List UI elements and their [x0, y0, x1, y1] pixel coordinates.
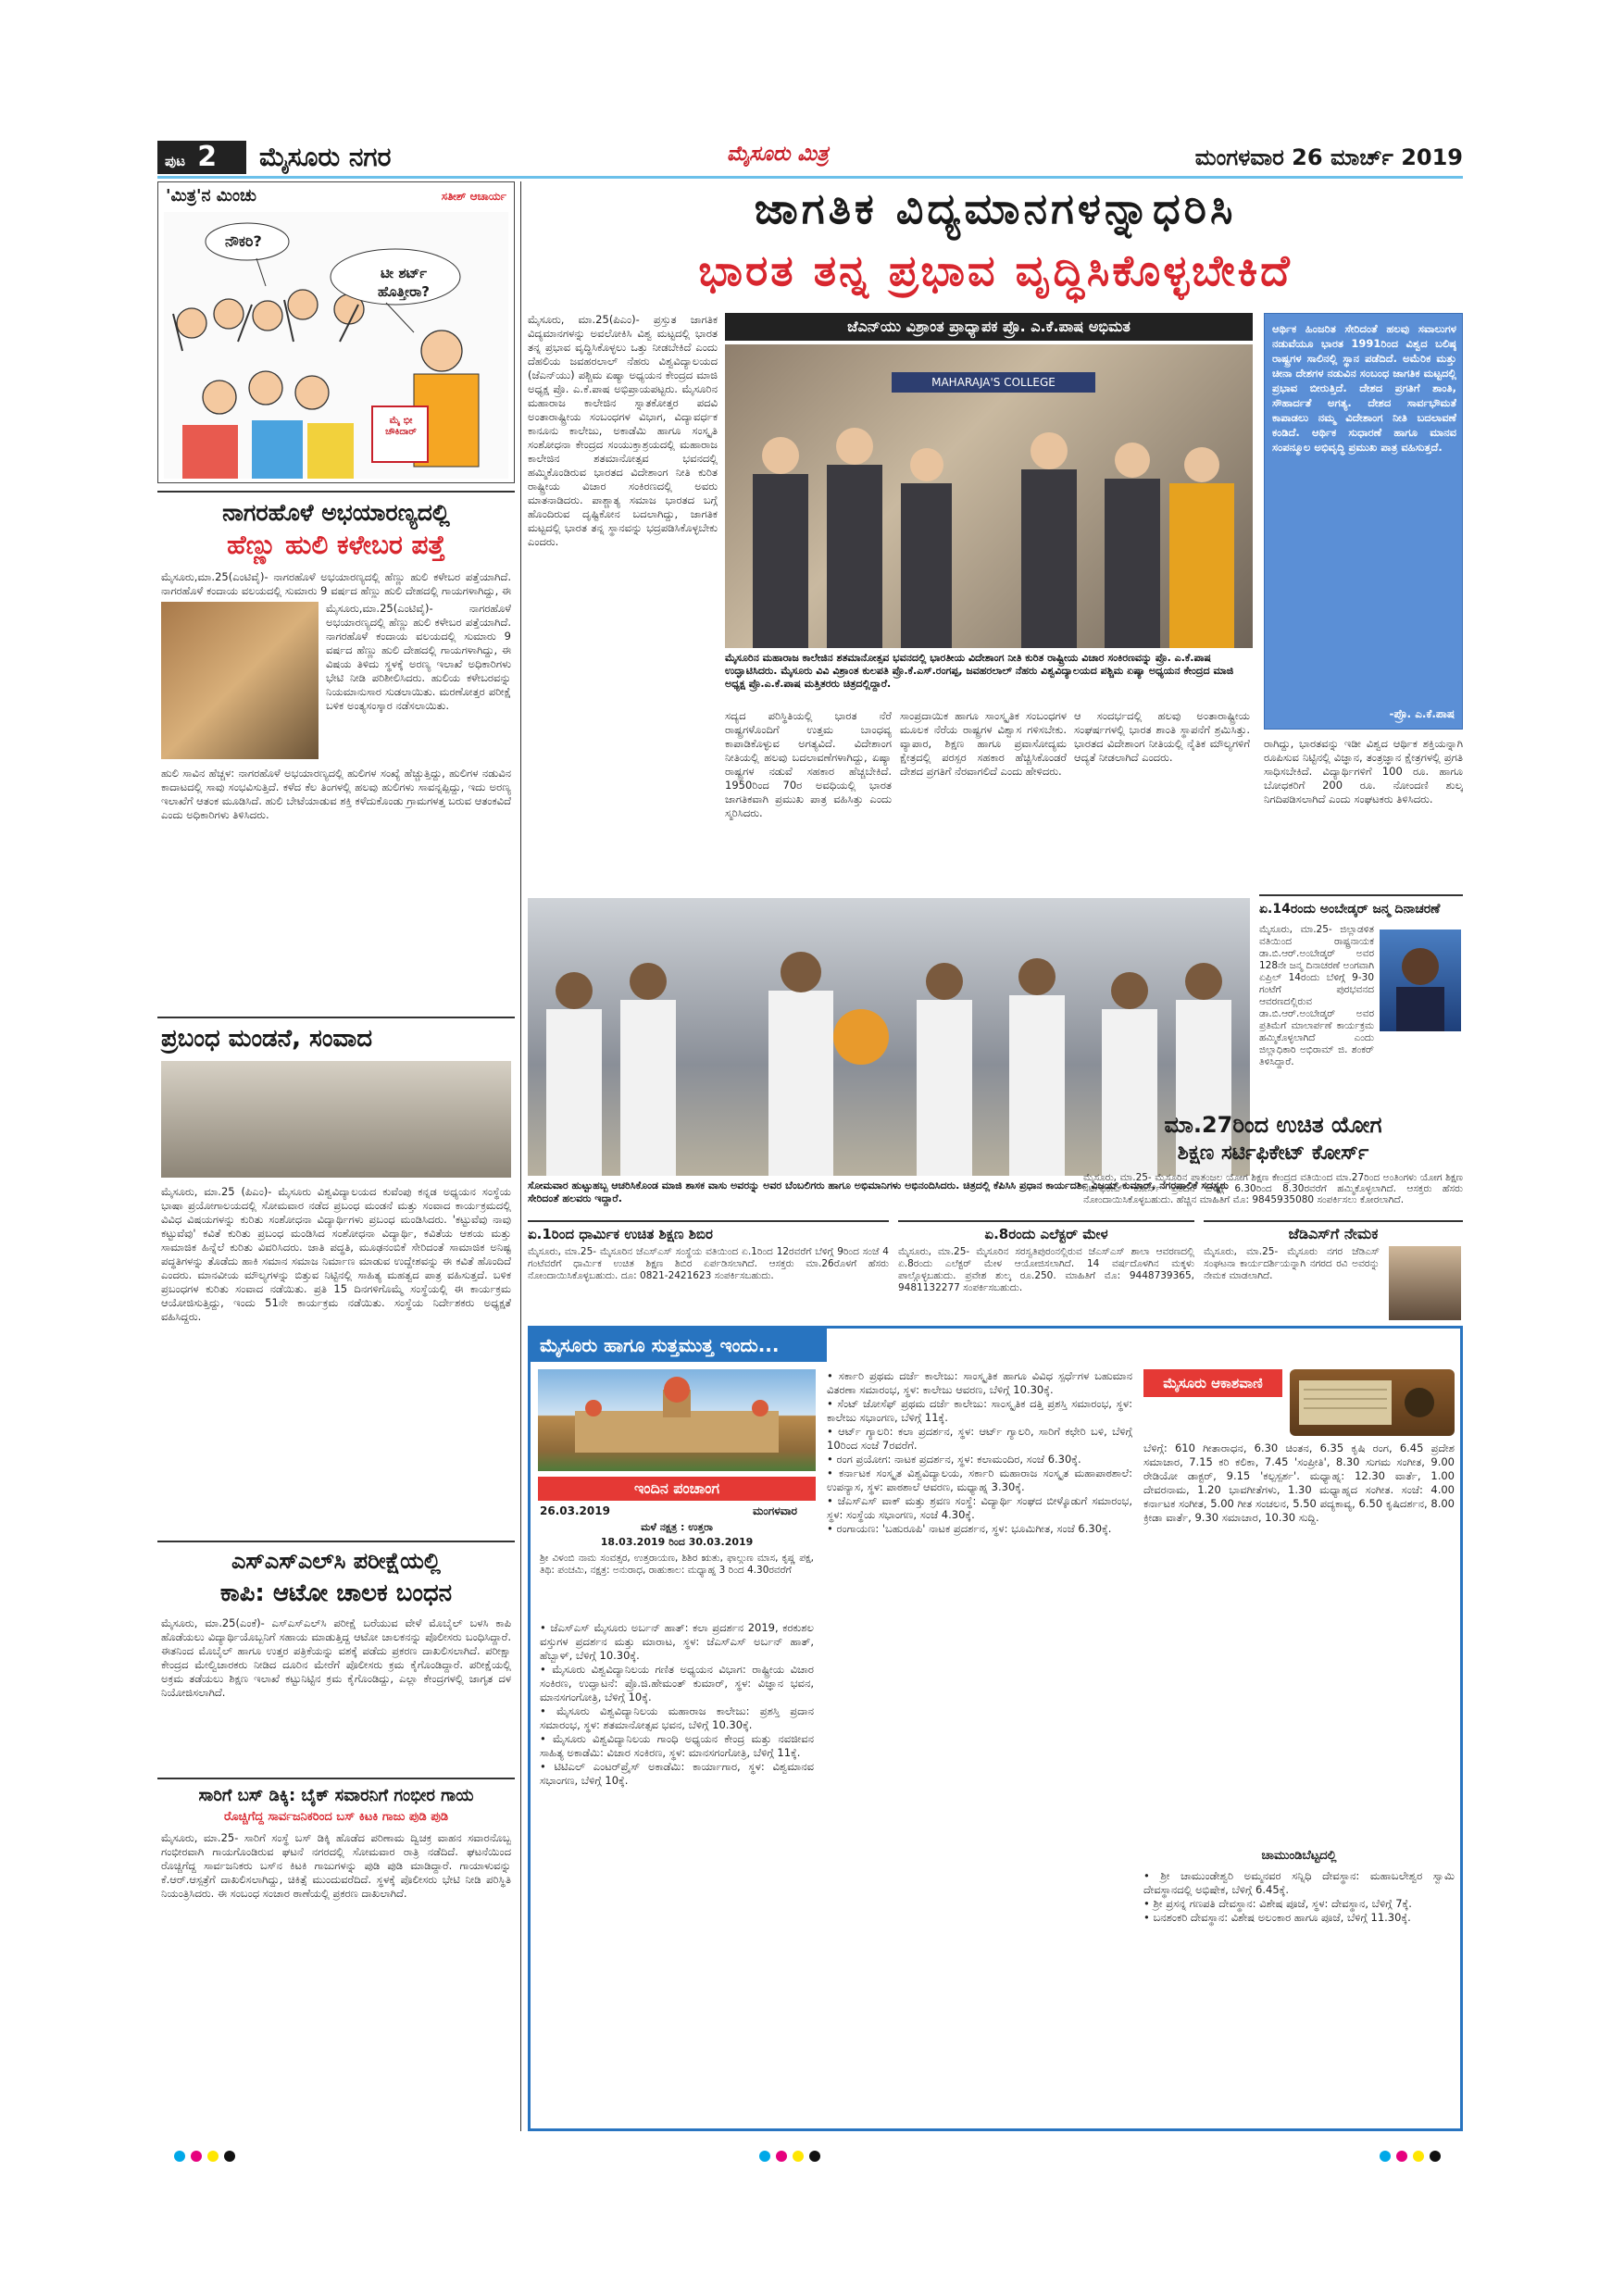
panchanga-day: ಮಂಗಳವಾರ: [753, 1504, 798, 1517]
palace-icon: [538, 1369, 816, 1471]
yoga-headline-2: ಶಿಕ್ಷಣ ಸರ್ಟಿಫಿಕೇಟ್ ಕೋರ್ಸ್: [1177, 1142, 1369, 1165]
mela-headline: ಏ.8ರಂದು ಎಲೆಕ್ಟರ್ ಮೇಳ: [984, 1226, 1108, 1242]
temple-body: • ಶ್ರೀ ಚಾಮುಂಡೇಶ್ವರಿ ಅಮ್ಮನವರ ಸನ್ನಿಧಿ ದೇವಸ್ಥಾನ: ಮಹಾಬಲೇಶ್ವರ ಸ್ವಾಮಿ ದೇವಸ್ಥಾನದಲ್ಲಿ ಅಭಿಷೇಕ, ಬೆಳಿಗ್ಗೆ 6.45ಕ್ಕೆ. • ಶ್ರೀ ಪ್ರಸನ್ನ ಗಣಪತಿ ದೇವಸ್ಥಾನ: ವಿಶೇಷ ಪೂಜೆ, ಸ್ಥಳ: ದೇವಸ್ಥಾನ, ಬೆಳಿಗ್ಗೆ 7ಕ್ಕೆ. • ಬನಶಂಕರಿ ದೇವಸ್ಥಾನ: ವಿಶೇಷ ಅಲಂಕಾರ ಹಾಗೂ ಪೂಜೆ, ಬೆಳಿಗ್ಗೆ 11.30ಕ್ಕೆ.: [1143, 1869, 1455, 1924]
cartoon-panel: [157, 181, 515, 483]
cyan-dot: [759, 2151, 770, 2162]
ambedkar-headline: ಏ.14ರಂದು ಅಂಬೇಡ್ಕರ್ ಜನ್ಮ ದಿನಾಚರಣೆ: [1259, 902, 1441, 917]
magenta-dot: [191, 2151, 202, 2162]
prabandha-headline: ಪ್ರಬಂಧ ಮಂಡನೆ, ಸಂವಾದ: [161, 1025, 372, 1053]
magenta-dot: [776, 2151, 787, 2162]
tiger-body-2: ಹುಲಿ ಸಾವಿನ ಹೆಚ್ಚಳ: ನಾಗರಹೊಳೆ ಅಭಯಾರಣ್ಯದಲ್ಲಿ ಹುಲಿಗಳ ಸಂಖ್ಯೆ ಹೆಚ್ಚುತ್ತಿದ್ದು, ಹುಲಿಗಳ ನಡುವಿನ ಕಾದಾಟದಲ್ಲಿ ಸಾವು ಸಂಭವಿಸುತ್ತಿದೆ. ಕಳೆದ ಕೆಲ ತಿಂಗಳಲ್ಲಿ ಹಲವು ಹುಲಿಗಳು ಸಾವನ್ನಪ್ಪಿದ್ದು, ಇದು ಅರಣ್ಯ ಇಲಾಖೆಗೆ ಆತಂಕ ಮೂಡಿಸಿದೆ. ಹುಲಿ ಬೇಟೆಯಾಡುವ ಶಕ್ತಿ ಕಳೆದುಕೊಂಡು ಗ್ರಾಮಗಳತ್ತ ಬರುವ ಆತಂಕವಿದೆ ಎಂದು ಅಧಿಕಾರಿಗಳು ತಿಳಿಸಿದರು.: [161, 767, 511, 821]
yellow-dot: [1413, 2151, 1424, 2162]
lead-kicker: ಜೆಎನ್‌ಯು ವಿಶ್ರಾಂತ ಪ್ರಾಧ್ಯಾಪಕ ಪ್ರೊ. ಎ.ಕೆ.ಪಾಷ ಅಭಿಮತ: [725, 313, 1253, 341]
bus-body: ಮೈಸೂರು, ಮಾ.25- ಸಾರಿಗೆ ಸಂಸ್ಥೆ ಬಸ್ ಡಿಕ್ಕಿ ಹೊಡೆದ ಪರಿಣಾಮ ದ್ವಿಚಕ್ರ ವಾಹನ ಸವಾರನೊಬ್ಬ ಗಂಭೀರವಾಗಿ ಗಾಯಗೊಂಡಿರುವ ಘಟನೆ ನಗರದಲ್ಲಿ ಸೋಮವಾರ ರಾತ್ರಿ ನಡೆದಿದೆ. ಘಟನೆಯಿಂದ ರೊಚ್ಚಿಗೆದ್ದ ಸಾರ್ವಜನಿಕರು ಬಸ್‌ನ ಕಿಟಕಿ ಗಾಜುಗಳನ್ನು ಪುಡಿ ಪುಡಿ ಮಾಡಿದ್ದಾರೆ. ಗಾಯಾಳುವನ್ನು ಕೆ.ಆರ್.ಆಸ್ಪತ್ರೆಗೆ ದಾಖಲಿಸಲಾಗಿದ್ದು, ಚಿಕಿತ್ಸೆ ಮುಂದುವರೆದಿದೆ. ಸ್ಥಳಕ್ಕೆ ಪೊಲೀಸರು ಭೇಟಿ ನೀಡಿ ಪರಿಸ್ಥಿತಿ ನಿಯಂತ್ರಿಸಿದರು. ಈ ಸಂಬಂಧ ಸಂಚಾರ ಠಾಣೆಯಲ್ಲಿ ಪ್ರಕರಣ ದಾಖಲಾಗಿದೆ.: [161, 1831, 511, 1900]
page-label: ಪುಟ: [165, 153, 186, 169]
cartoon-title: 'ಮಿತ್ರ'ನ ಮಿಂಚು: [166, 186, 256, 206]
bus-section: [157, 1778, 515, 2129]
lead-headline-1: ಜಾಗತಿಕ ವಿದ್ಯಮಾನಗಳನ್ನಾಧರಿಸಿ: [754, 183, 1237, 233]
felicitation-caption: ಸೋಮವಾರ ಹುಟ್ಟುಹಬ್ಬ ಆಚರಿಸಿಕೊಂಡ ಮಾಜಿ ಶಾಸಕ ವಾಸು ಅವರನ್ನು ಅವರ ಬೆಂಬಲಿಗರು ಹಾಗೂ ಅಭಿಮಾನಿಗಳು ಅಭಿನಂದಿಸಿದರು. ಚಿತ್ರದಲ್ಲಿ ಕೆಪಿಸಿಸಿ ಪ್ರಧಾನ ಕಾರ್ಯದರ್ಶಿ ವಿಜಯ್ ಕುಮಾರ್, ನಗರಪಾಲಿಕೆ ಸದಸ್ಯರು ಸೇರಿದಂತೆ ಹಲವರು ಇದ್ದಾರೆ.: [528, 1179, 1229, 1204]
speech-bubble-tshirt: ಟೀ ಶರ್ಟ್ ಹೊತ್ತೀರಾ?: [377, 265, 431, 300]
panchanga-title: ಇಂದಿನ ಪಂಚಾಂಗ: [538, 1477, 816, 1501]
registration-marks-center: [759, 2148, 826, 2165]
black-dot: [1430, 2151, 1441, 2162]
magenta-dot: [1396, 2151, 1407, 2162]
mela-body: ಮೈಸೂರು, ಮಾ.25- ಮೈಸೂರಿನ ಸರಸ್ವತಿಪುರಂನಲ್ಲಿರುವ ಜೆಎಸ್‌ಎಸ್ ಶಾಲಾ ಆವರಣದಲ್ಲಿ ಏ.8ರಂದು ಎಲೆಕ್ಟರ್ ಮೇಳ ಆಯೋಜಿಸಲಾಗಿದೆ. 14 ವರ್ಷದೊಳಗಿನ ಮಕ್ಕಳು ಪಾಲ್ಗೊಳ್ಳಬಹುದು. ಪ್ರವೇಶ ಶುಲ್ಕ ರೂ.250. ಮಾಹಿತಿಗೆ ಮೊ: 9448739365, 9481132277 ಸಂಪರ್ಕಿಸಬಹುದು.: [898, 1246, 1194, 1293]
sslc-headline-2: ಕಾಪಿ: ಆಟೋ ಚಾಲಕ ಬಂಧನ: [219, 1579, 453, 1607]
lead-body-col2: ಸದ್ಯದ ಪರಿಸ್ಥಿತಿಯಲ್ಲಿ ಭಾರತ ನೆರೆ ರಾಷ್ಟ್ರಗಳೊಂದಿಗೆ ಉತ್ತಮ ಬಾಂಧವ್ಯ ಕಾಪಾಡಿಕೊಳ್ಳುವ ಅಗತ್ಯವಿದೆ. ವಿದೇಶಾಂಗ ನೀತಿಯಲ್ಲಿ ಹಲವು ಬದಲಾವಣೆಗಳಾಗಿದ್ದು, ಏಷ್ಯಾ ರಾಷ್ಟ್ರಗಳ ನಡುವೆ ಸಹಕಾರ ಹೆಚ್ಚಬೇಕಿದೆ. 1950ರಿಂದ 70ರ ಅವಧಿಯಲ್ಲಿ ಭಾರತ ಜಾಗತಿಕವಾಗಿ ಪ್ರಮುಖ ಪಾತ್ರ ವಹಿಸಿತ್ತು ಎಂದು ಸ್ಮರಿಸಿದರು.: [725, 709, 892, 819]
issue-date: ಮಂಗಳವಾರ 26 ಮಾರ್ಚ್ 2019: [1194, 144, 1463, 170]
today-banner: ಮೈಸೂರು ಹಾಗೂ ಸುತ್ತಮುತ್ತ ಇಂದು...: [531, 1329, 827, 1362]
bus-subhead: ರೊಚ್ಚಿಗೆದ್ದ ಸಾರ್ವಜನಿಕರಿಂದ ಬಸ್ ಕಿಟಕಿ ಗಾಜು ಪುಡಿ ಪುಡಿ: [223, 1810, 449, 1824]
tiger-photo: [161, 602, 319, 759]
yoga-body: ಮೈಸೂರು, ಮಾ.25- ಮೈಸೂರಿನ ಪಾತಂಜಲ ಯೋಗ ಶಿಕ್ಷಣ ಕೇಂದ್ರದ ವತಿಯಿಂದ ಮಾ.27ರಿಂದ ಅಂತಿಂಗಳು ಯೋಗ ಶಿಕ್ಷಣ ಸರ್ಟಿಫಿಕೇಟ್ ಕೋರ್ಸ್ ಪ್ರತಿದಿನ ಬೆಳಿಗ್ಗೆ 6.30ರಿಂದ 8.30ರವರೆಗೆ ಹಮ್ಮಿಕೊಳ್ಳಲಾಗಿದೆ. ಆಸಕ್ತರು ಹೆಸರು ನೋಂದಾಯಿಸಿಕೊಳ್ಳಬಹುದು. ಹೆಚ್ಚಿನ ಮಾಹಿತಿಗೆ ಮೊ: 9845935080 ಸಂಪರ್ಕಿಸಲು ಕೋರಲಾಗಿದೆ.: [1083, 1172, 1463, 1205]
yoga-headline-1: ಮಾ.27ರಿಂದ ಉಚಿತ ಯೋಗ: [1164, 1112, 1382, 1138]
tiger-body-1: ಮೈಸೂರು,ಮಾ.25(ಎಂಟಿವೈ)- ನಾಗರಹೊಳೆ ಅಭಯಾರಣ್ಯದಲ್ಲಿ ಹೆಣ್ಣು ಹುಲಿ ಕಳೇಬರ ಪತ್ತೆಯಾಗಿದೆ. ನಾಗರಹೊಳೆ ಕಂದಾಯ ವಲಯದಲ್ಲಿ ಸುಮಾರು 9 ವರ್ಷದ ಹೆಣ್ಣು ಹುಲಿ ದೇಹದಲ್ಲಿ ಗಾಯಗಳಾಗಿದ್ದು, ಈ: [161, 570, 511, 597]
speech-bubble-job: ನೌಕರಿ?: [225, 232, 262, 250]
lead-headline-2: ಭಾರತ ತನ್ನ ಪ್ರಭಾವ ವೃದ್ಧಿಸಿಕೊಳ್ಳಬೇಕಿದೆ: [698, 245, 1293, 295]
temple-title: ಚಾಮುಂಡಿಬೆಟ್ಟದಲ್ಲಿ: [1261, 1849, 1337, 1863]
yellow-dot: [793, 2151, 804, 2162]
tiger-headline-2: ಹೆಣ್ಣು ಹುಲಿ ಕಳೇಬರ ಪತ್ತೆ: [227, 530, 445, 560]
lead-body-col5: ರಾಗಿದ್ದು, ಭಾರತವನ್ನು ಇಡೀ ವಿಶ್ವದ ಆರ್ಥಿಕ ಶಕ್ತಿಯನ್ನಾಗಿ ರೂಪಿಸುವ ನಿಟ್ಟಿನಲ್ಲಿ ವಿಜ್ಞಾನ, ತಂತ್ರಜ್ಞಾನ ಕ್ಷೇತ್ರಗಳಲ್ಲಿ ಪ್ರಗತಿ ಸಾಧಿಸಬೇಕಿದೆ. ವಿದ್ಯಾರ್ಥಿಗಳಿಗೆ 100 ರೂ. ಹಾಗೂ ಬೋಧಕರಿಗೆ 200 ರೂ. ನೋಂದಣಿ ಶುಲ್ಕ ನಿಗದಿಪಡಿಸಲಾಗಿದೆ ಎಂದು ಸಂಘಟಕರು ತಿಳಿಸಿದರು.: [1264, 737, 1463, 805]
sslc-section: [157, 1541, 515, 1772]
radio-graphic: [1290, 1369, 1455, 1436]
page-number: 2: [197, 141, 218, 173]
section-title: ಮೈಸೂರು ನಗರ: [259, 142, 392, 172]
ambedkar-portrait: [1380, 930, 1461, 1031]
tiger-body-wrap: ಮೈಸೂರು,ಮಾ.25(ಎಂಟಿವೈ)- ನಾಗರಹೊಳೆ ಅಭಯಾರಣ್ಯದಲ್ಲಿ ಹೆಣ್ಣು ಹುಲಿ ಕಳೇಬರ ಪತ್ತೆಯಾಗಿದೆ. ನಾಗರಹೊಳೆ ಕಂದಾಯ ವಲಯದಲ್ಲಿ ಸುಮಾರು 9 ವರ್ಷದ ಹೆಣ್ಣು ಹುಲಿ ದೇಹದಲ್ಲಿ ಗಾಯಗಳಾಗಿದ್ದು, ಈ ವಿಷಯ ತಿಳಿದು ಸ್ಥಳಕ್ಕೆ ಅರಣ್ಯ ಇಲಾಖೆ ಅಧಿಕಾರಿಗಳು ಭೇಟಿ ನೀಡಿ ಪರಿಶೀಲಿಸಿದರು. ಹುಲಿಯ ಕಳೇಬರವನ್ನು ನಿಯಮಾನುಸಾರ ಸುಡಲಾಯಿತು. ಮರಣೋತ್ತರ ಪರೀಕ್ಷೆ ಬಳಿಕ ಅಂತ್ಯಸಂಸ್ಕಾರ ನಡೆಸಲಾಯಿತು.: [326, 602, 511, 712]
ambedkar-section: [1259, 894, 1463, 1107]
registration-marks-left: [174, 2148, 241, 2165]
lead-sidebox: [1264, 313, 1463, 730]
ambedkar-body: ಮೈಸೂರು, ಮಾ.25- ಜಿಲ್ಲಾಡಳಿತ ವತಿಯಿಂದ ರಾಷ್ಟ್ರನಾಯಕ ಡಾ.ಬಿ.ಆರ್.ಅಂಬೇಡ್ಕರ್ ಅವರ 128ನೇ ಜನ್ಮ ದಿನಾಚರಣೆ ಅಂಗವಾಗಿ ಏಪ್ರಿಲ್ 14ರಂದು ಬೆಳಿಗ್ಗೆ 9-30 ಗಂಟೆಗೆ ಪುರಭವನದ ಆವರಣದಲ್ಲಿರುವ ಡಾ.ಬಿ.ಆರ್.ಅಂಬೇಡ್ಕರ್ ಅವರ ಪ್ರತಿಮೆಗೆ ಮಾಲಾರ್ಪಣೆ ಕಾರ್ಯಕ್ರಮ ಹಮ್ಮಿಕೊಳ್ಳಲಾಗಿದೆ ಎಂದು ಜಿಲ್ಲಾಧಿಕಾರಿ ಅಭಿರಾಮ್ ಜಿ. ಶಂಕರ್ ತಿಳಿಸಿದ್ದಾರೆ.: [1259, 924, 1374, 1067]
people-silhouettes: [725, 418, 1253, 648]
prabandha-photo: [161, 1061, 511, 1178]
lead-body-col4: ಆ ಸಂದರ್ಭದಲ್ಲಿ ಹಲವು ಅಂತಾರಾಷ್ಟ್ರೀಯ ಸಂಘರ್ಷಗಳಲ್ಲಿ ಭಾರತ ಶಾಂತಿ ಸ್ಥಾಪನೆಗೆ ಶ್ರಮಿಸಿತ್ತು. ಭಾರತದ ವಿದೇಶಾಂಗ ನೀತಿಯಲ್ಲಿ ನೈತಿಕ ಮೌಲ್ಯಗಳಿಗೆ ಆದ್ಯತೆ ನೀಡಲಾಗಿದೆ ಎಂದರು.: [1074, 709, 1250, 764]
events-col1: • ಜೆಎಸ್‌ಎಸ್ ಮೈಸೂರು ಅರ್ಬನ್ ಹಾತ್: ಕಲಾ ಪ್ರದರ್ಶನ 2019, ಕರಕುಶಲ ವಸ್ತುಗಳ ಪ್ರದರ್ಶನ ಮತ್ತು ಮಾರಾಟ, ಸ್ಥಳ: ಜೆಎಸ್‌ಎಸ್ ಅರ್ಬನ್ ಹಾತ್, ಹೆಬ್ಬಾಳ್, ಬೆಳಿಗ್ಗೆ 10.30ಕ್ಕೆ. • ಮೈಸೂರು ವಿಶ್ವವಿದ್ಯಾನಿಲಯ ಗಣಿತ ಅಧ್ಯಯನ ವಿಭಾಗ: ರಾಷ್ಟ್ರೀಯ ವಿಚಾರ ಸಂಕಿರಣ, ಉದ್ಘಾಟನೆ: ಪ್ರೊ.ಜಿ.ಹೇಮಂತ್ ಕುಮಾರ್, ಸ್ಥಳ: ವಿಜ್ಞಾನ ಭವನ, ಮಾನಸಗಂಗೋತ್ರಿ, ಬೆಳಿಗ್ಗೆ 10ಕ್ಕೆ. • ಮೈಸೂರು ವಿಶ್ವವಿದ್ಯಾನಿಲಯ ಮಹಾರಾಜ ಕಾಲೇಜು: ಪ್ರಶಸ್ತಿ ಪ್ರದಾನ ಸಮಾರಂಭ, ಸ್ಥಳ: ಶತಮಾನೋತ್ಸವ ಭವನ, ಬೆಳಿಗ್ಗೆ 10.30ಕ್ಕೆ. • ಮೈಸೂರು ವಿಶ್ವವಿದ್ಯಾನಿಲಯ ಗಾಂಧಿ ಅಧ್ಯಯನ ಕೇಂದ್ರ ಮತ್ತು ನವಜೀವನ ಸಾಹಿತ್ಯ ಅಕಾಡೆಮಿ: ವಿಚಾರ ಸಂಕಿರಣ, ಸ್ಥಳ: ಮಾನಸಗಂಗೋತ್ರಿ, ಬೆಳಿಗ್ಗೆ 11ಕ್ಕೆ. • ಟಿಟಿಎಲ್ ಎಂಟರ್‌ಪ್ರೈಸ್ ಅಕಾಡೆಮಿ: ಕಾರ್ಯಾಗಾರ, ಸ್ಥಳ: ವಿಶ್ವಮಾನವ ಸಭಾಂಗಣ, ಬೆಳಿಗ್ಗೆ 10ಕ್ಕೆ.: [540, 1621, 814, 1787]
dharmika-body: ಮೈಸೂರು, ಮಾ.25- ಮೈಸೂರಿನ ಜೆಎಸ್‌ಎಸ್ ಸಂಸ್ಥೆಯ ವತಿಯಿಂದ ಏ.1ರಿಂದ 12ರವರೆಗೆ ಬೆಳಿಗ್ಗೆ 9ರಿಂದ ಸಂಜೆ 4 ಗಂಟೆವರೆಗೆ ಧಾರ್ಮಿಕ ಉಚಿತ ಶಿಕ್ಷಣ ಶಿಬಿರ ಏರ್ಪಡಿಸಲಾಗಿದೆ. ಆಸಕ್ತರು ಮಾ.26ರೊಳಗೆ ಹೆಸರು ನೋಂದಾಯಿಸಿಕೊಳ್ಳಬಹುದು. ದೂ: 0821-2421623 ಸಂಪರ್ಕಿಸಬಹುದು.: [528, 1246, 889, 1281]
column-divider-left: [520, 181, 521, 2131]
black-dot: [809, 2151, 820, 2162]
masthead: [157, 141, 1463, 174]
panchanga-date: 26.03.2019: [540, 1504, 610, 1517]
sidebox-text: ಆರ್ಥಿಕ ಹಿಂಜರಿತ ಸೇರಿದಂತೆ ಹಲವು ಸವಾಲುಗಳ ನಡುವೆಯೂ ಭಾರತ 1991ರಿಂದ ವಿಶ್ವದ ಬಲಿಷ್ಠ ರಾಷ್ಟ್ರಗಳ ಸಾಲಿನಲ್ಲಿ ಸ್ಥಾನ ಪಡೆದಿದೆ. ಅಮೆರಿಕ ಮತ್ತು ಚೀನಾ ದೇಶಗಳ ನಡುವಿನ ಸಂಬಂಧ ಜಾಗತಿಕ ಮಟ್ಟದಲ್ಲಿ ಪ್ರಭಾವ ಬೀರುತ್ತಿದೆ. ದೇಶದ ಪ್ರಗತಿಗೆ ಶಾಂತಿ, ಸೌಹಾರ್ದತೆ ಅಗತ್ಯ. ದೇಶದ ಸಾರ್ವಭೌಮತೆ ಕಾಪಾಡಲು ನಮ್ಮ ವಿದೇಶಾಂಗ ನೀತಿ ಬದಲಾವಣೆ ಕಂಡಿದೆ. ಆರ್ಥಿಕ ಸುಧಾರಣೆ ಹಾಗೂ ಮಾನವ ಸಂಪನ್ಮೂಲ ಅಭಿವೃದ್ಧಿ ಪ್ರಮುಖ ಪಾತ್ರ ವಹಿಸುತ್ತದೆ.: [1272, 322, 1456, 454]
sidebox-credit: -ಪ್ರೊ. ಎ.ಕೆ.ಪಾಷ: [1389, 707, 1455, 720]
tiger-body-1-cont: [326, 602, 511, 759]
yellow-dot: [207, 2151, 219, 2162]
radio-body: ಬೆಳಿಗ್ಗೆ: 610 ಗೀತಾರಾಧನ, 6.30 ಚಿಂತನ, 6.35 ಕೃಷಿ ರಂಗ, 6.45 ಪ್ರದೇಶ ಸಮಾಚಾರ, 7.15 ಕರಿ ಕಲಿಕಾ, 7.45 'ಸಂಪ್ರೀತಿ', 8.30 ಸುಗಮ ಸಂಗೀತ, 9.00 ರೇಡಿಯೋ ಡಾಕ್ಟರ್, 9.15 'ಕಲ್ಪಸ್ಪರ್ಶ'. ಮಧ್ಯಾಹ್ನ: 12.30 ವಾರ್ತೆ, 1.00 ದೇವರನಾಮ, 1.20 ಭಾವಗೀತೆಗಳು, 1.30 ಮಧ್ಯಾಹ್ನದ ಸಂಗೀತ. ಸಂಜೆ: 4.00 ಕರ್ನಾಟಕ ಸಂಗೀತ, 5.00 ಗೀತ ಸಂಚಲನ, 5.50 ಪದ್ಯಕಾವ್ಯ, 6.50 ಕೃಷಿದರ್ಶನ, 8.00 ಕ್ರೀಡಾ ವಾರ್ತೆ, 9.30 ಸಮಾಚಾರ, 10.30 ಸುದ್ದಿ.: [1143, 1441, 1455, 1524]
dharmika-headline: ಏ.1ರಿಂದ ಧಾರ್ಮಿಕ ಉಚಿತ ಶಿಕ್ಷಣ ಶಿಬಿರ: [528, 1226, 713, 1242]
events-col2: • ಸರ್ಕಾರಿ ಪ್ರಥಮ ದರ್ಜೆ ಕಾಲೇಜು: ಸಾಂಸ್ಕೃತಿಕ ಹಾಗೂ ವಿವಿಧ ಸ್ಪರ್ಧೆಗಳ ಬಹುಮಾನ ವಿತರಣಾ ಸಮಾರಂಭ, ಸ್ಥಳ: ಕಾಲೇಜು ಆವರಣ, ಬೆಳಿಗ್ಗೆ 10.30ಕ್ಕೆ. • ಸೆಂಟ್ ಜೋಸೆಫ್ ಪ್ರಥಮ ದರ್ಜೆ ಕಾಲೇಜು: ಸಾಂಸ್ಕೃತಿಕ ದತ್ತಿ ಪ್ರಶಸ್ತಿ ಸಮಾರಂಭ, ಸ್ಥಳ: ಕಾಲೇಜು ಸಭಾಂಗಣ, ಬೆಳಿಗ್ಗೆ 11ಕ್ಕೆ. • ಆರ್ಟ್ ಗ್ಯಾಲರಿ: ಕಲಾ ಪ್ರದರ್ಶನ, ಸ್ಥಳ: ಆರ್ಟ್ ಗ್ಯಾಲರಿ, ಸಾರಿಗೆ ಕಛೇರಿ ಬಳಿ, ಬೆಳಿಗ್ಗೆ 10ರಿಂದ ಸಂಜೆ 7ರವರೆಗೆ. • ರಂಗ ಪ್ರಯೋಗ: ನಾಟಕ ಪ್ರದರ್ಶನ, ಸ್ಥಳ: ಕಲಾಮಂದಿರ, ಸಂಜೆ 6.30ಕ್ಕೆ. • ಕರ್ನಾಟಕ ಸಂಸ್ಕೃತ ವಿಶ್ವವಿದ್ಯಾಲಯ, ಸರ್ಕಾರಿ ಮಹಾರಾಜ ಸಂಸ್ಕೃತ ಮಹಾಪಾಠಶಾಲೆ: ಉಪನ್ಯಾಸ, ಸ್ಥಳ: ಪಾಠಶಾಲೆ ಆವರಣ, ಮಧ್ಯಾಹ್ನ 3.30ಕ್ಕೆ. • ಜೆಎಸ್‌ಎಸ್ ವಾಕ್ ಮತ್ತು ಶ್ರವಣ ಸಂಸ್ಥೆ: ವಿದ್ಯಾರ್ಥಿ ಸಂಘದ ಬೀಳ್ಕೊಡುಗೆ ಸಮಾರಂಭ, ಸ್ಥಳ: ಸಂಸ್ಥೆಯ ಸಭಾಂಗಣ, ಸಂಜೆ 4.30ಕ್ಕೆ. • ರಂಗಾಯಣ: 'ಬಹುರೂಪಿ' ನಾಟಕ ಪ್ರದರ್ಶನ, ಸ್ಥಳ: ಭೂಮಿಗೀತ, ಸಂಜೆ 6.30ಕ್ಕೆ.: [827, 1369, 1132, 1535]
mela-section: [898, 1220, 1194, 1309]
cyan-dot: [174, 2151, 185, 2162]
radio-icon: [1290, 1369, 1455, 1436]
prabandha-body: ಮೈಸೂರು, ಮಾ.25 (ಪಿಎಂ)- ಮೈಸೂರು ವಿಶ್ವವಿದ್ಯಾಲಯದ ಕುವೆಂಪು ಕನ್ನಡ ಅಧ್ಯಯನ ಸಂಸ್ಥೆಯ ಭಾಷಾ ಪ್ರಯೋಗಾಲಯದಲ್ಲಿ ಸೋಮವಾರ ನಡೆದ ಪ್ರಬಂಧ ಮಂಡನೆ ಮತ್ತು ಸಂವಾದ ಕಾರ್ಯಕ್ರಮದಲ್ಲಿ ವಿವಿಧ ವಿಷಯಗಳನ್ನು ಕುರಿತು ಸಂಶೋಧನಾ ವಿದ್ಯಾರ್ಥಿಗಳು ಪ್ರಬಂಧ ಮಂಡಿಸಿದರು. 'ಕಟ್ಟುವೆವು ನಾವು ಕಟ್ಟುವೆವು' ಕವಿತೆ ಕುರಿತು ಪ್ರಬಂಧ ಮಂಡಿಸಿದ ಸಂಶೋಧನಾ ವಿದ್ಯಾರ್ಥಿ, ಕವಿತೆಯ ಆಶಯ ಮತ್ತು ಸಾಮಾಜಿಕ ಹಿನ್ನೆಲೆ ಕುರಿತು ವಿವರಿಸಿದರು. ಜಾತಿ ಪದ್ಧತಿ, ಮೂಢನಂಬಿಕೆ ಸೇರಿದಂತೆ ಸಾಮಾಜಿಕ ಅನಿಷ್ಟ ಪದ್ಧತಿಗಳನ್ನು ತೊಡೆದು ಹಾಕಿ ಸಮಾನ ಸಮಾಜ ನಿರ್ಮಾಣ ಮಾಡುವ ಉದ್ದೇಶವನ್ನು ಈ ಕವಿತೆ ಹೊಂದಿದೆ ಎಂದರು. ಮಾನವೀಯ ಮೌಲ್ಯಗಳನ್ನು ಬಿತ್ತುವ ನಿಟ್ಟಿನಲ್ಲಿ ಸಾಹಿತ್ಯ ಮಹತ್ವದ ಪಾತ್ರ ವಹಿಸುತ್ತದೆ. ಬಳಿಕ ಪ್ರಬಂಧಗಳ ಕುರಿತು ಸಂವಾದ ನಡೆಯಿತು. ಪ್ರತಿ 15 ದಿನಗಳಿಗೊಮ್ಮೆ ಸಂಸ್ಥೆಯಲ್ಲಿ ಈ ಕಾರ್ಯಕ್ರಮ ಆಯೋಜಿಸುತ್ತಿದ್ದು, ಇಂದು 51ನೇ ಕಾರ್ಯಕ್ರಮ ನಡೆಯಿತು. ಸಂಸ್ಥೆಯ ನಿರ್ದೇಶಕರು ಅಧ್ಯಕ್ಷತೆ ವಹಿಸಿದ್ದರು.: [161, 1185, 511, 1323]
black-dot: [224, 2151, 235, 2162]
jds-body: ಮೈಸೂರು, ಮಾ.25- ಮೈಸೂರು ನಗರ ಜೆಡಿಎಸ್ ಸಂಘಟನಾ ಕಾರ್ಯದರ್ಶಿಯನ್ನಾಗಿ ನಗರದ ರವಿ ಅವರನ್ನು ನೇಮಕ ಮಾಡಲಾಗಿದೆ.: [1204, 1246, 1380, 1281]
today-box: [528, 1326, 1463, 2131]
panchanga-body: ಶ್ರೀ ವಿಳಂಬಿ ನಾಮ ಸಂವತ್ಸರ, ಉತ್ತರಾಯಣ, ಶಿಶಿರ ಋತು, ಫಾಲ್ಗುಣ ಮಾಸ, ಕೃಷ್ಣ ಪಕ್ಷ, ತಿಥಿ: ಪಂಚಮಿ, ನಕ್ಷತ್ರ: ಅನುರಾಧ, ರಾಹುಕಾಲ: ಮಧ್ಯಾಹ್ನ 3 ರಿಂದ 4.30ರವರೆಗೆ: [540, 1553, 814, 1576]
registration-marks-right: [1380, 2148, 1446, 2165]
jds-portrait: [1389, 1246, 1461, 1320]
jds-section: [1204, 1220, 1463, 1322]
sslc-body: ಮೈಸೂರು, ಮಾ.25(ಎಂಕೆ)- ಎಸ್‌ಎಸ್‌ಎಲ್‌ಸಿ ಪರೀಕ್ಷೆ ಬರೆಯುವ ವೇಳೆ ಮೊಬೈಲ್ ಬಳಸಿ ಕಾಪಿ ಹೊಡೆಯಲು ವಿದ್ಯಾರ್ಥಿಯೊಬ್ಬನಿಗೆ ಸಹಾಯ ಮಾಡುತ್ತಿದ್ದ ಆಟೋ ಚಾಲಕನನ್ನು ಪೊಲೀಸರು ಬಂಧಿಸಿದ್ದಾರೆ. ಈತನಿಂದ ಮೊಬೈಲ್ ಹಾಗೂ ಉತ್ತರ ಪತ್ರಿಕೆಯನ್ನು ವಶಕ್ಕೆ ಪಡೆದು ಪ್ರಕರಣ ದಾಖಲಿಸಲಾಗಿದೆ. ಪರೀಕ್ಷಾ ಕೇಂದ್ರದ ಮೇಲ್ವಿಚಾರಕರು ನೀಡಿದ ದೂರಿನ ಮೇರೆಗೆ ಪೊಲೀಸರು ಕ್ರಮ ಕೈಗೊಂಡಿದ್ದಾರೆ. ಪರೀಕ್ಷೆಯಲ್ಲಿ ಅಕ್ರಮ ತಡೆಯಲು ಶಿಕ್ಷಣ ಇಲಾಖೆ ಕಟ್ಟುನಿಟ್ಟಿನ ಕ್ರಮ ಕೈಗೊಂಡಿದ್ದು, ಎಲ್ಲಾ ಕೇಂದ್ರಗಳಲ್ಲಿ ಜಾಗೃತ ದಳ ನಿಯೋಜಿಸಲಾಗಿದೆ.: [161, 1616, 511, 1699]
masthead-rule: [157, 176, 1463, 179]
dharmika-section: [528, 1220, 889, 1309]
panchanga-range: 18.03.2019 ರಿಂದ 30.03.2019: [600, 1536, 754, 1548]
paper-name: ಮೈಸೂರು ಮಿತ್ರ: [727, 143, 829, 166]
sslc-headline-1: ಎಸ್‌ಎಸ್‌ಎಲ್‌ಸಿ ಪರೀಕ್ಷೆಯಲ್ಲಿ: [231, 1548, 441, 1574]
tiger-section: [157, 491, 515, 1009]
jds-headline: ಜೆಡಿಎಸ್‌ಗೆ ನೇಮಕ: [1288, 1225, 1379, 1242]
portrait-icon: [1380, 930, 1461, 1031]
cyan-dot: [1380, 2151, 1391, 2162]
cartoon-illustration: [164, 212, 508, 479]
lead-photo: [725, 344, 1253, 648]
radio-title: ಮೈಸೂರು ಆಕಾಶವಾಣಿ: [1143, 1369, 1282, 1397]
panchanga-sub: ಮಳೆ ನಕ್ಷತ್ರ : ಉತ್ತರಾ: [641, 1521, 713, 1533]
tshirt-text: ಮೈ ಭೀ ಚೌಕಿದಾರ್: [385, 416, 417, 437]
bus-headline: ಸಾರಿಗೆ ಬಸ್ ಡಿಕ್ಕಿ: ಬೈಕ್ ಸವಾರನಿಗೆ ಗಂಭೀರ ಗಾಯ: [198, 1786, 474, 1805]
lead-body-col1: ಮೈಸೂರು, ಮಾ.25(ಪಿಎಂ)- ಪ್ರಸ್ತುತ ಜಾಗತಿಕ ವಿದ್ಯಮಾನಗಳನ್ನು ಅವಲೋಕಿಸಿ ವಿಶ್ವ ಮಟ್ಟದಲ್ಲಿ ಭಾರತ ತನ್ನ ಪ್ರಭಾವ ವೃದ್ಧಿಸಿಕೊಳ್ಳಲು ಒತ್ತು ನೀಡಬೇಕಿದೆ ಎಂದು ದೆಹಲಿಯ ಜವಹರಲಾಲ್ ನೆಹರು ವಿಶ್ವವಿದ್ಯಾಲಯದ (ಜೆಎನ್‌ಯು) ಪಶ್ಚಿಮ ಏಷ್ಯಾ ಅಧ್ಯಯನ ಕೇಂದ್ರದ ಮಾಜಿ ಅಧ್ಯಕ್ಷ ಪ್ರೊ. ಎ.ಕೆ.ಪಾಷ ಅಭಿಪ್ರಾಯಪಟ್ಟರು. ಮೈಸೂರಿನ ಮಹಾರಾಜ ಕಾಲೇಜಿನ ಸ್ನಾತಕೋತ್ತರ ಪದವಿ ಅಂತಾರಾಷ್ಟ್ರೀಯ ಸಂಬಂಧಗಳ ವಿಭಾಗ, ವಿದ್ಯಾವರ್ಧಕ ಕಾನೂನು ಕಾಲೇಜು, ಅಕಾಡೆಮಿ ಹಾಗೂ ಸಂಸ್ಕೃತಿ ಸಂಶೋಧನಾ ಕೇಂದ್ರದ ಸಂಯುಕ್ತಾಶ್ರಯದಲ್ಲಿ ಮಹಾರಾಜ ಕಾಲೇಜಿನ ಶತಮಾನೋತ್ಸವ ಭವನದಲ್ಲಿ ಹಮ್ಮಿಕೊಂಡಿರುವ ಭಾರತದ ವಿದೇಶಾಂಗ ನೀತಿ ಕುರಿತ ರಾಷ್ಟ್ರೀಯ ವಿಚಾರ ಸಂಕಿರಣದಲ್ಲಿ ಅವರು ಮಾತನಾಡಿದರು. ಪಾಶ್ಚಾತ್ಯ ಸಮಾಜ ಭಾರತದ ಬಗ್ಗೆ ಹೊಂದಿರುವ ದೃಷ್ಟಿಕೋನ ಬದಲಾಗಿದ್ದು, ಜಾಗತಿಕ ಮಟ್ಟದಲ್ಲಿ ಭಾರತ ತನ್ನ ಸ್ಥಾನವನ್ನು ಭದ್ರಪಡಿಸಿಕೊಳ್ಳಬೇಕು ಎಂದರು.: [528, 313, 718, 548]
photo-banner: MAHARAJA'S COLLEGE: [892, 372, 1095, 393]
lead-body-col3: ಸಾಂಪ್ರದಾಯಿಕ ಹಾಗೂ ಸಾಂಸ್ಕೃತಿಕ ಸಂಬಂಧಗಳ ಮೂಲಕ ನೆರೆಯ ರಾಷ್ಟ್ರಗಳ ವಿಶ್ವಾಸ ಗಳಿಸಬೇಕು. ವ್ಯಾಪಾರ, ಶಿಕ್ಷಣ ಹಾಗೂ ಪ್ರವಾಸೋದ್ಯಮ ಕ್ಷೇತ್ರದಲ್ಲಿ ಪರಸ್ಪರ ಸಹಕಾರ ಹೆಚ್ಚಿಸಿಕೊಂಡರೆ ದೇಶದ ಪ್ರಗತಿಗೆ ನೆರವಾಗಲಿದೆ ಎಂದು ಹೇಳಿದರು.: [900, 709, 1067, 778]
tiger-headline-1: ನಾಗರಹೊಳೆ ಅಭಯಾರಣ್ಯದಲ್ಲಿ: [222, 499, 450, 526]
prabandha-section: [157, 1017, 515, 1535]
cartoon-credit: ಸತೀಶ್ ಆಚಾರ್ಯ: [441, 190, 506, 203]
lead-photo-caption: ಮೈಸೂರಿನ ಮಹಾರಾಜ ಕಾಲೇಜಿನ ಶತಮಾನೋತ್ಸವ ಭವನದಲ್ಲಿ ಭಾರತೀಯ ವಿದೇಶಾಂಗ ನೀತಿ ಕುರಿತ ರಾಷ್ಟ್ರೀಯ ವಿಚಾರ ಸಂಕಿರಣವನ್ನು ಪ್ರೊ. ಎ.ಕೆ.ಪಾಷ ಉದ್ಘಾಟಿಸಿದರು. ಮೈಸೂರು ವಿವಿ ವಿಶ್ರಾಂತ ಕುಲಪತಿ ಪ್ರೊ.ಕೆ.ಎಸ್.ರಂಗಪ್ಪ, ಜವಹರಲಾಲ್ ನೆಹರು ವಿಶ್ವವಿದ್ಯಾಲಯದ ಪಶ್ಚಿಮ ಏಷ್ಯಾ ಅಧ್ಯಯನ ಕೇಂದ್ರದ ಮಾಜಿ ಅಧ್ಯಕ್ಷ ಪ್ರೊ.ಎ.ಕೆ.ಪಾಷ ಮತ್ತಿತರರು ಚಿತ್ರದಲ್ಲಿದ್ದಾರೆ.: [725, 652, 1234, 690]
page-number-badge: [157, 141, 246, 174]
palace-photo: [538, 1369, 816, 1471]
